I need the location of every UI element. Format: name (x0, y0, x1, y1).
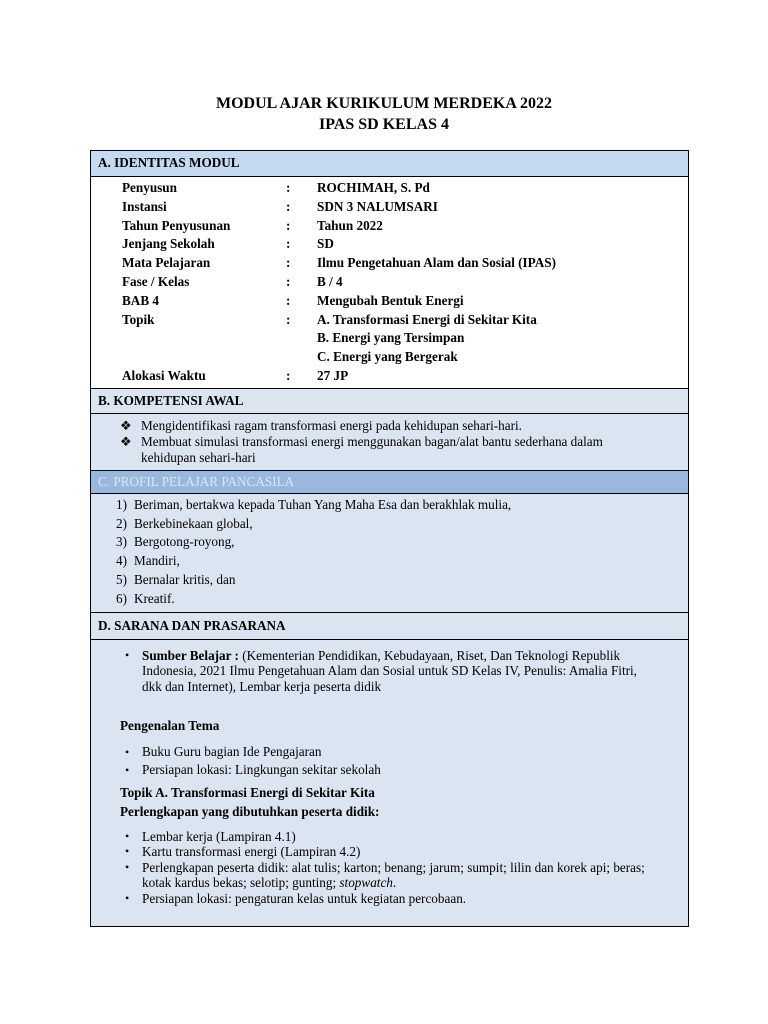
bullet-icon: • (125, 890, 130, 905)
profil-item (116, 571, 688, 590)
identitas-heading: A. IDENTITAS MODUL (91, 151, 688, 177)
identitas-value: B / 4 (317, 273, 343, 289)
bullet-icon: • (125, 763, 130, 778)
title-line-1: MODUL AJAR KURIKULUM MERDEKA 2022 (215, 95, 552, 112)
topik-heading: Topik A. Transformasi Energi di Sekitar Kita (120, 784, 375, 800)
sumber-belajar-item (91, 648, 688, 695)
profil-item (116, 515, 688, 534)
identitas-value: Tahun 2022 (317, 217, 383, 233)
bullet-icon: • (125, 859, 130, 874)
profil-text: Mandiri, (134, 553, 180, 569)
identitas-value: ROCHIMAH, S. Pd (317, 180, 430, 195)
profil-text: Bergotong-royong, (134, 534, 235, 550)
identitas-body (91, 177, 688, 388)
kompetensi-heading: B. KOMPETENSI AWAL (91, 388, 688, 414)
identitas-row (91, 235, 688, 254)
profil-text: Beriman, bertakwa kepada Tuhan Yang Maha Esa dan berakhlak mulia, (134, 496, 512, 512)
diamond-bullet-icon: ❖ (120, 433, 132, 449)
identitas-colon (286, 348, 317, 367)
identitas-value: Mengubah Bentuk Energi (317, 292, 464, 308)
identitas-row (91, 348, 688, 367)
document-title (0, 93, 768, 135)
identitas-colon: : (286, 273, 291, 289)
profil-heading: C. PROFIL PELAJAR PANCASILA (91, 470, 688, 494)
identitas-colon: : (286, 198, 291, 214)
identitas-row (91, 198, 688, 217)
title-line-2: IPAS SD KELAS 4 (319, 116, 449, 133)
perlengkapan-heading: Perlengkapan yang dibutuhkan peserta didik: (120, 803, 380, 819)
profil-text: Kreatif. (134, 590, 175, 606)
profil-item (116, 533, 688, 552)
identitas-value: SDN 3 NALUMSARI (317, 198, 438, 214)
identitas-colon: : (286, 255, 291, 271)
identitas-label: Tahun Penyusunan (122, 217, 231, 233)
profil-number: 4) (116, 553, 127, 569)
identitas-colon: : (286, 311, 291, 327)
profil-number: 2) (116, 515, 127, 531)
profil-number: 3) (116, 534, 127, 550)
identitas-colon: : (286, 217, 291, 233)
list-item: • Persiapan lokasi: Lingkungan sekitar sekolah (91, 761, 688, 780)
identitas-label: Penyusun (122, 180, 177, 195)
identitas-value: C. Energi yang Bergerak (317, 349, 458, 365)
sarana-body (91, 640, 688, 927)
pengenalan-list (91, 743, 688, 780)
identitas-row (91, 329, 688, 348)
profil-item (116, 496, 688, 515)
identitas-label: Mata Pelajaran (122, 255, 211, 271)
identitas-value: A. Transformasi Energi di Sekitar Kita (317, 311, 537, 327)
identitas-label (91, 348, 286, 367)
sumber-text: (Kementerian Pendidikan, Kebudayaan, Riset, Dan Teknologi Republik Indonesia, 2021 Ilmu Pengetahuan Alam dan Sosial untuk SD Kelas IV, Penulis: Amalia Fitri, dkk dan Internet), Lembar kerja peserta didik (142, 647, 637, 694)
profil-body (91, 494, 688, 612)
pengenalan-heading: Pengenalan Tema (120, 718, 220, 734)
bullet-icon: • (125, 828, 130, 843)
bullet-icon: • (125, 744, 130, 759)
identitas-row (91, 292, 688, 311)
identitas-value: B. Energi yang Tersimpan (317, 330, 465, 346)
diamond-bullet-icon: ❖ (120, 417, 132, 433)
identitas-row (91, 311, 688, 330)
identitas-colon: : (286, 367, 291, 383)
stopwatch-text: stopwatch (339, 875, 393, 891)
profil-item (116, 552, 688, 571)
identitas-colon (286, 329, 317, 348)
profil-number: 1) (116, 496, 127, 512)
identitas-label: Jenjang Sekolah (122, 236, 215, 252)
profil-item (116, 590, 688, 609)
kompetensi-item (120, 434, 688, 466)
identitas-row (91, 217, 688, 236)
identitas-row (91, 273, 688, 292)
list-item: • Buku Guru bagian Ide Pengajaran (91, 743, 688, 762)
identitas-label: BAB 4 (122, 292, 160, 308)
identitas-colon: : (286, 292, 291, 308)
identitas-value: SD (317, 236, 334, 252)
identitas-row (91, 367, 688, 386)
kompetensi-text: Mengidentifikasi ragam transformasi energi pada kehidupan sehari-hari. (141, 417, 522, 433)
identitas-label (91, 329, 286, 348)
kompetensi-body (91, 414, 688, 470)
identitas-label: Fase / Kelas (122, 273, 190, 289)
bullet-icon: • (125, 844, 130, 859)
identitas-colon: : (286, 180, 291, 195)
profil-text: Berkebinekaan global, (134, 515, 253, 531)
identitas-label: Instansi (122, 198, 167, 214)
sarana-heading: D. SARANA DAN PRASARANA (91, 612, 688, 640)
list-item: • Lembar kerja (Lampiran 4.1) (125, 828, 296, 844)
bullet-icon: • (125, 647, 130, 662)
profil-text: Bernalar kritis, dan (134, 571, 236, 587)
sumber-label: Sumber Belajar : (142, 647, 239, 663)
list-item: • Kartu transformasi energi (Lampiran 4.2) (125, 844, 361, 860)
kompetensi-text: Membuat simulasi transformasi energi menggunakan bagan/alat bantu sederhana dalam kehidupan sehari-hari (141, 433, 603, 465)
perlengkapan-list (91, 829, 688, 907)
identitas-label: Alokasi Waktu (122, 367, 206, 383)
module-table (90, 150, 689, 927)
identitas-colon: : (286, 236, 291, 252)
list-item: • Perlengkapan peserta didik: alat tulis; karton; benang; jarum; sumpit; lilin dan korek api; beras; kotak kardus bekas; selotip; gunting; stopwatch. (125, 859, 645, 891)
list-item: • Persiapan lokasi: pengaturan kelas untuk kegiatan percobaan. (125, 890, 467, 906)
profil-number: 5) (116, 571, 127, 587)
profil-number: 6) (116, 590, 127, 606)
identitas-label: Topik (122, 311, 155, 327)
identitas-row (91, 254, 688, 273)
kompetensi-item (120, 418, 688, 434)
identitas-value: 27 JP (317, 367, 349, 383)
identitas-row (91, 179, 688, 198)
identitas-value: Ilmu Pengetahuan Alam dan Sosial (IPAS) (317, 255, 557, 271)
